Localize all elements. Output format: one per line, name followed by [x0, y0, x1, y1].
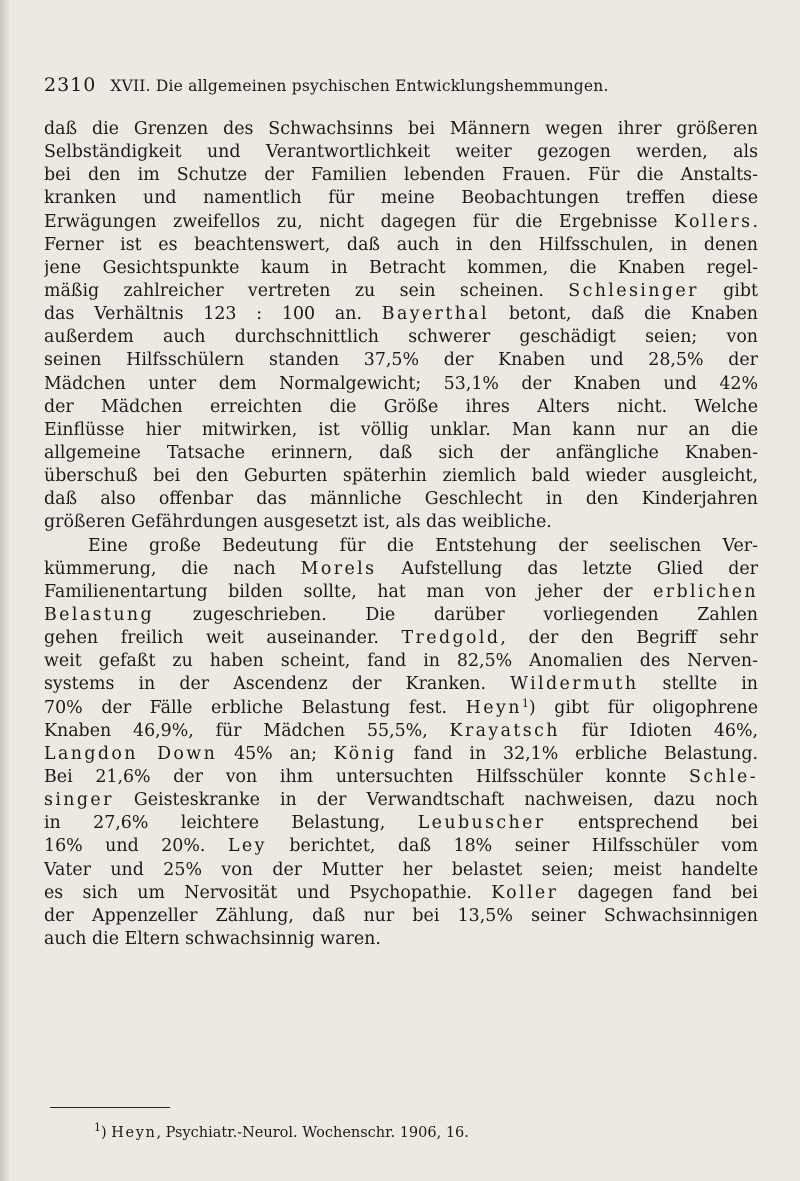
footnote-divider: [50, 1107, 170, 1108]
text-line: [44, 234, 758, 257]
line-text: Einflüsse hier mitwirken, ist völlig unklar. Man kann nur an die: [44, 419, 758, 440]
author-name: Krayatsch: [449, 720, 560, 741]
line-text: daß die Grenzen des Schwachsinns bei Männern wegen ihrer größeren: [44, 119, 758, 139]
page-edge-shadow: [0, 0, 9, 1181]
emphasized-term: erblichen: [653, 581, 758, 602]
line-text: weit gefaßt zu haben scheint, fand in 82,5% Anomalien des Nerven-: [44, 651, 758, 672]
line-text: seinen Hilfsschülern standen 37,5% der Knaben und 28,5% der: [44, 350, 758, 371]
line-text: überschuß bei den Geburten späterhin ziemlich bald wieder ausgleicht,: [44, 466, 758, 487]
author-name: Morels: [300, 558, 377, 579]
line-text: Eine große Bedeutung für die Entstehung der seelischen Ver-: [88, 535, 758, 556]
line-text: kranken und namentlich für meine Beobachtungen treffen diese: [44, 188, 758, 209]
author-name: Kollers: [674, 211, 753, 232]
running-title: XVII. Die allgemeinen psychischen Entwicklungshemmungen.: [110, 77, 609, 95]
running-header: [44, 74, 764, 96]
text-line: [44, 373, 758, 396]
line-text: ) gibt für oligophrene: [528, 697, 758, 718]
text-line: [44, 164, 758, 187]
line-text: gehen freilich weit auseinander.: [44, 628, 379, 649]
author-name: Tredgold: [401, 628, 501, 649]
line-text: bei den im Schutze der Familien lebenden Frauen. Für die Anstalts-: [44, 165, 758, 186]
line-text: jene Gesichtspunkte kaum in Betracht kommen, die Knaben regel-: [44, 257, 758, 278]
paragraph-start-line: [44, 535, 758, 558]
line-text: berichtet, daß 18% seiner Hilfsschüler vom: [266, 836, 758, 857]
line-text: 45% an;: [217, 743, 334, 764]
line-text: Knaben 46,9%, für Mädchen 55,5%,: [44, 720, 450, 741]
text-line: [44, 673, 758, 696]
text-line: [44, 419, 758, 442]
text-line: [44, 465, 758, 488]
text-line: [44, 303, 758, 326]
line-text: fand in 32,1% erbliche Belastung.: [396, 743, 758, 764]
text-line: [44, 905, 758, 928]
text-line: [44, 650, 758, 673]
line-text: betont, daß die Knaben: [489, 304, 758, 325]
line-text: auch die Eltern schwachsinnig waren.: [44, 928, 381, 949]
line-text: dagegen fand bei: [558, 882, 758, 903]
line-text: Selbständigkeit und Verantwortlichkeit weiter gezogen werden, als: [44, 142, 758, 163]
text-line: [44, 118, 758, 141]
footnote-reference: 1: [521, 696, 529, 710]
text-line: [44, 211, 758, 234]
text-line: [44, 141, 758, 164]
line-text: gibt: [698, 280, 758, 301]
text-line: [44, 882, 758, 905]
line-text: mäßig zahlreicher vertreten zu sein scheinen.: [44, 280, 569, 301]
footnote-author: Heyn: [111, 1125, 157, 1141]
text-line: [44, 928, 758, 951]
line-text: Ferner ist es beachtenswert, daß auch in den Hilfsschulen, in denen: [44, 234, 758, 255]
text-line: [44, 720, 758, 743]
line-text: .: [752, 211, 758, 232]
line-text: Aufstellung das letzte Glied der: [376, 558, 758, 579]
line-text: der Appenzeller Zählung, daß nur bei 13,5% seiner Schwachsinnigen: [44, 905, 758, 926]
line-text: entsprechend bei: [545, 813, 758, 834]
line-text: Familienentartung bilden sollte, hat man von jeher der: [44, 581, 654, 602]
text-line: [44, 859, 758, 882]
page-number: 2310: [44, 74, 97, 96]
line-text: in 27,6% leichtere Belastung,: [44, 813, 418, 834]
text-line: [44, 558, 758, 581]
line-text: für Idioten 46%,: [559, 720, 758, 741]
line-text: der Mädchen erreichten die Größe ihres Alters nicht. Welche: [44, 396, 758, 417]
line-text: das Verhältnis 123 : 100 an.: [44, 304, 382, 325]
footnote-marker: 1: [94, 1121, 101, 1134]
author-name: Leubuscher: [417, 813, 546, 834]
author-name: Langdon Down: [44, 743, 218, 764]
line-text: Erwägungen zweifellos zu, nicht dagegen für die Ergebnisse: [44, 211, 675, 232]
line-text: Vater und 25% von der Mutter her belastet seien; meist handelte: [44, 859, 758, 880]
line-text: Geisteskranke in der Verwandtschaft nachweisen, dazu noch: [113, 790, 758, 811]
line-text: systems in der Ascendenz der Kranken.: [44, 674, 511, 695]
text-line: [44, 766, 758, 789]
text-line: [44, 257, 758, 280]
line-text: 70% der Fälle erbliche Belastung fest.: [44, 697, 466, 718]
line-text: allgemeine Tatsache erinnern, daß sich der anfängliche Knaben-: [44, 442, 758, 463]
text-line: [44, 280, 758, 303]
text-line: [44, 326, 758, 349]
author-name: Schlesinger: [568, 280, 699, 301]
line-text: kümmerung, die nach: [44, 558, 301, 579]
text-line: [44, 789, 758, 812]
author-name: Koller: [491, 882, 559, 903]
text-line: [44, 812, 758, 835]
author-name: König: [333, 743, 397, 764]
footnote: $^1$) Heyn, Psychiatr.-Neurol. Wochenschr. 1906, 16.: [94, 1121, 469, 1141]
text-line: [44, 187, 758, 210]
body-text: [44, 118, 758, 951]
emphasized-term: Belastung: [44, 604, 155, 625]
footnote-text: , Psychiatr.-Neurol. Wochenschr. 1906, 16.: [156, 1125, 469, 1141]
line-text: 16% und 20%.: [44, 836, 228, 857]
text-line: [44, 835, 758, 858]
text-line: [44, 511, 758, 534]
author-name: Ley: [227, 836, 267, 857]
text-line: [44, 442, 758, 465]
line-text: , der den Begriff sehr: [500, 628, 758, 649]
line-text: größeren Gefährdungen ausgesetzt ist, als das weibliche.: [44, 512, 552, 533]
text-line: [44, 396, 758, 419]
text-line: [44, 604, 758, 627]
line-text: stellte in: [638, 674, 758, 695]
text-line: [44, 581, 758, 604]
line-text: es sich um Nervosität und Psychopathie.: [44, 882, 492, 903]
text-line: [44, 697, 758, 720]
text-line: [44, 743, 758, 766]
line-text: außerdem auch durchschnittlich schwerer geschädigt seien; von: [44, 327, 758, 348]
author-name: singer: [44, 790, 114, 811]
line-text: daß also offenbar das männliche Geschlecht in den Kinderjahren: [44, 489, 758, 510]
author-name: Heyn: [465, 697, 522, 718]
author-name: Schle-: [689, 766, 758, 787]
line-text: zugeschrieben. Die darüber vorliegenden Zahlen: [154, 604, 758, 625]
text-line: [44, 349, 758, 372]
line-text: Mädchen unter dem Normalgewicht; 53,1% der Knaben und 42%: [44, 373, 758, 394]
text-line: [44, 627, 758, 650]
text-line: [44, 488, 758, 511]
author-name: Wildermuth: [510, 674, 639, 695]
author-name: Bayerthal: [381, 304, 490, 325]
line-text: Bei 21,6% der von ihm untersuchten Hilfsschüler konnte: [44, 766, 690, 787]
